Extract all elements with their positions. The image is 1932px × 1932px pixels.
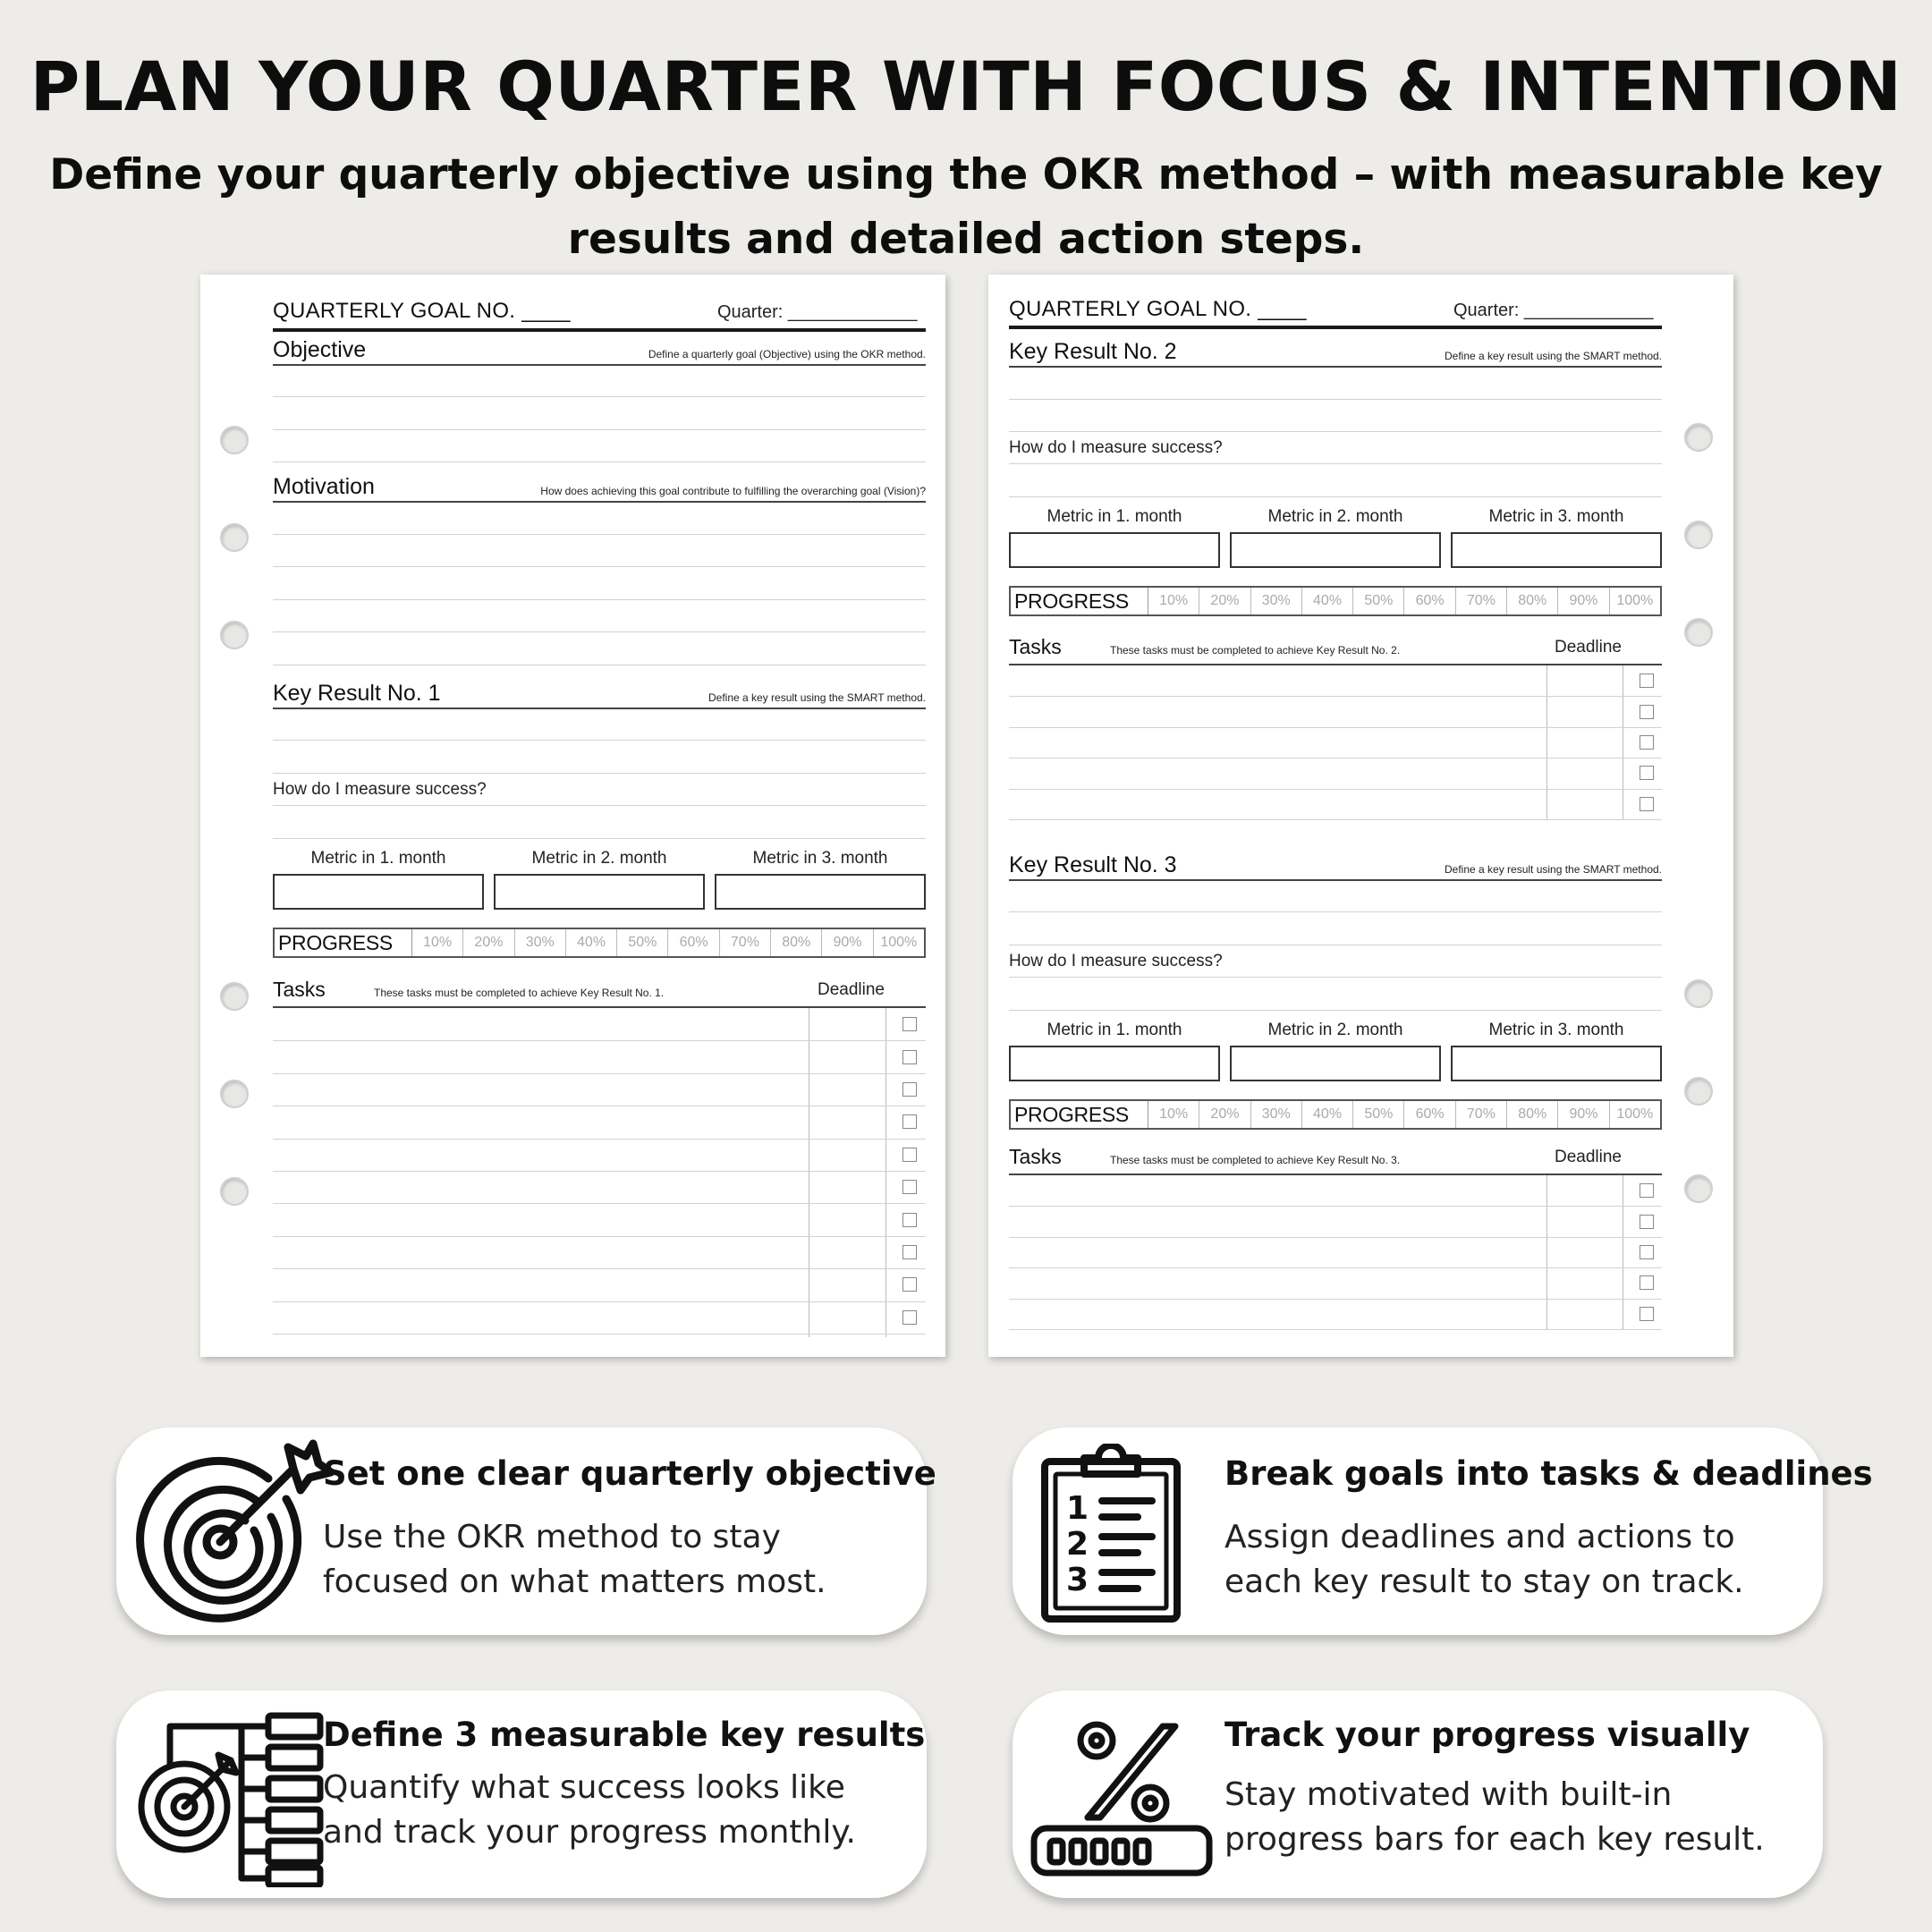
subheadline: Define your quarterly objective using the OKR method – with measurable key results and detailed action steps.	[49, 150, 1883, 264]
task-row-line	[273, 1139, 926, 1140]
writing-line	[273, 838, 926, 839]
progress-step: 70%	[1456, 1101, 1507, 1128]
section-rule	[273, 501, 926, 503]
punch-hole	[220, 621, 249, 649]
deadline-label: Deadline	[1555, 638, 1622, 657]
progress-step: 100%	[880, 935, 918, 950]
progress-step: 20%	[1199, 1101, 1250, 1128]
progress-step: 30%	[515, 929, 566, 956]
task-row-line	[1009, 1267, 1662, 1268]
punch-hole	[220, 523, 249, 552]
task-checkbox[interactable]	[902, 1082, 917, 1097]
task-checkbox[interactable]	[1640, 705, 1654, 719]
column-divider	[1546, 1175, 1547, 1330]
task-row-line	[1009, 819, 1662, 820]
writing-line	[273, 396, 926, 397]
key-result-2-label: Key Result No. 2	[1009, 339, 1177, 364]
header-rule	[1009, 326, 1662, 329]
progress-bar	[273, 928, 926, 958]
writing-line	[1009, 496, 1662, 497]
metric-month-3-box	[715, 874, 926, 910]
progress-step: 30%	[1251, 588, 1302, 614]
metric-month-2-box	[494, 874, 705, 910]
progress-step: 60%	[1404, 1101, 1455, 1128]
task-row-line	[273, 1268, 926, 1269]
writing-line	[1009, 399, 1662, 400]
progress-step: 40%	[1302, 1101, 1353, 1128]
tasks-label: Tasks	[1009, 635, 1062, 658]
metric-month-3-label: Metric in 3. month	[1488, 1021, 1624, 1039]
progress-step: 40%	[566, 929, 617, 956]
progress-step: 80%	[1507, 588, 1558, 614]
metric-month-3-label: Metric in 3. month	[1488, 507, 1624, 526]
tasks-label: Tasks	[1009, 1145, 1062, 1168]
progress-step: 100%	[1616, 1106, 1654, 1122]
task-list	[1009, 665, 1662, 820]
metric-month-3-box	[1451, 1046, 1662, 1081]
punch-hole	[220, 1177, 249, 1206]
progress-step: 10%	[1148, 1101, 1199, 1128]
feature-description: Assign deadlines and actions to each key result to stay on track.	[1224, 1519, 1744, 1600]
progress-step: 20%	[463, 929, 514, 956]
key-result-1-hint: Define a key result using the SMART method.	[708, 691, 926, 704]
progress-step: 100%	[1616, 593, 1654, 608]
progress-bar	[1009, 1099, 1662, 1130]
task-row-line	[1009, 727, 1662, 728]
task-checkbox[interactable]	[1640, 1307, 1654, 1321]
metric-month-1-label: Metric in 1. month	[1046, 507, 1182, 526]
task-checkbox[interactable]	[902, 1017, 917, 1031]
goal-title: QUARTERLY GOAL NO. ____	[1009, 297, 1307, 321]
writing-line	[273, 534, 926, 535]
column-divider	[1546, 665, 1547, 820]
task-checkbox[interactable]	[1640, 1275, 1654, 1290]
writing-line	[1009, 463, 1662, 464]
progress-step: 70%	[1456, 588, 1507, 614]
metric-month-1-box	[1009, 1046, 1220, 1081]
punch-hole	[1684, 423, 1713, 452]
feature-title: Define 3 measurable key results	[323, 1716, 926, 1754]
task-row-line	[273, 1334, 926, 1335]
feature-description: Quantify what success looks like and track your progress monthly.	[323, 1769, 856, 1851]
svg-text:3: 3	[1066, 1562, 1089, 1598]
metric-month-2-box	[1230, 1046, 1441, 1081]
task-row-line	[273, 1040, 926, 1041]
task-row-line	[273, 1073, 926, 1074]
tasks-label: Tasks	[273, 978, 326, 1001]
measure-question: How do I measure success?	[273, 780, 487, 799]
svg-text:1: 1	[1066, 1490, 1089, 1527]
progress-step: 20%	[1199, 588, 1250, 614]
target-arrow-icon	[134, 1436, 340, 1624]
task-row-line	[1009, 1329, 1662, 1330]
section-rule	[1009, 879, 1662, 881]
progress-step: 10%	[1148, 588, 1199, 614]
writing-line	[273, 773, 926, 774]
metric-month-1-label: Metric in 1. month	[1046, 1021, 1182, 1039]
task-row-line	[273, 1203, 926, 1204]
progress-label: PROGRESS	[275, 929, 412, 956]
progress-step: 80%	[771, 929, 822, 956]
measure-question: How do I measure success?	[1009, 952, 1223, 970]
task-checkbox[interactable]	[1640, 1183, 1654, 1198]
punch-hole	[1684, 1077, 1713, 1106]
motivation-label: Motivation	[273, 474, 375, 499]
planner-page-left	[200, 275, 945, 1357]
writing-line	[273, 631, 926, 632]
task-checkbox[interactable]	[1640, 674, 1654, 688]
metric-month-2-box	[1230, 532, 1441, 568]
deadline-label: Deadline	[818, 980, 885, 999]
writing-line	[273, 805, 926, 806]
quarter-label: Quarter: _____________	[717, 302, 918, 322]
feature-title: Track your progress visually	[1224, 1716, 1750, 1754]
metric-month-1-box	[1009, 532, 1220, 568]
motivation-hint: How does achieving this goal contribute to fulfilling the overarching goal (Vision)?	[540, 485, 926, 497]
measure-question: How do I measure success?	[1009, 438, 1223, 457]
objective-label: Objective	[273, 337, 367, 362]
tasks-hint: These tasks must be completed to achieve Key Result No. 2.	[1110, 644, 1401, 657]
task-row-line	[1009, 1237, 1662, 1238]
progress-step: 70%	[720, 929, 771, 956]
progress-step: 60%	[1404, 588, 1455, 614]
progress-step: 60%	[668, 929, 719, 956]
metric-month-2-label: Metric in 2. month	[531, 849, 667, 868]
feature-title: Set one clear quarterly objective	[323, 1454, 936, 1493]
section-rule	[273, 708, 926, 709]
task-row-line	[273, 1236, 926, 1237]
progress-step: 50%	[1353, 588, 1404, 614]
progress-step: 50%	[1353, 1101, 1404, 1128]
target-hierarchy-icon	[134, 1708, 331, 1887]
header-rule	[273, 328, 926, 332]
punch-hole	[1684, 521, 1713, 549]
task-checkbox[interactable]	[902, 1277, 917, 1292]
feature-card-objective	[116, 1428, 936, 1635]
writing-line	[273, 566, 926, 567]
task-row-line	[273, 1171, 926, 1172]
metric-month-3-label: Metric in 3. month	[752, 849, 888, 868]
tasks-hint: These tasks must be completed to achieve Key Result No. 1.	[374, 987, 665, 999]
feature-description: Stay motivated with built-in progress bars for each key result.	[1224, 1776, 1765, 1858]
clipboard-list-icon	[1039, 1444, 1182, 1623]
progress-label: PROGRESS	[1011, 1101, 1148, 1128]
progress-step: 50%	[617, 929, 668, 956]
task-row-line	[1009, 1299, 1662, 1300]
writing-line	[1009, 1010, 1662, 1011]
section-rule	[273, 364, 926, 366]
punch-hole	[220, 982, 249, 1011]
writing-line	[273, 740, 926, 741]
task-checkbox[interactable]	[1640, 1215, 1654, 1229]
punch-hole	[220, 426, 249, 454]
deadline-label: Deadline	[1555, 1148, 1622, 1166]
punch-hole	[1684, 618, 1713, 647]
writing-line	[273, 599, 926, 600]
writing-line	[1009, 431, 1662, 432]
task-list	[1009, 1175, 1662, 1330]
feature-description: Use the OKR method to stay focused on what matters most.	[323, 1519, 826, 1600]
planner-page-right	[988, 275, 1733, 1357]
headline: PLAN YOUR QUARTER WITH FOCUS & INTENTION	[30, 47, 1902, 126]
progress-step: 30%	[1251, 1101, 1302, 1128]
task-row-line	[1009, 789, 1662, 790]
feature-card-key-results	[116, 1690, 927, 1898]
task-checkbox[interactable]	[902, 1310, 917, 1325]
task-checkbox[interactable]	[1640, 735, 1654, 750]
quarter-label: Quarter: _____________	[1453, 301, 1654, 320]
percent-progress-icon	[1030, 1717, 1218, 1878]
progress-step: 90%	[822, 929, 873, 956]
progress-bar	[1009, 586, 1662, 616]
progress-step: 40%	[1302, 588, 1353, 614]
punch-hole	[1684, 979, 1713, 1008]
task-checkbox[interactable]	[1640, 766, 1654, 780]
goal-title: QUARTERLY GOAL NO. ____	[273, 299, 571, 323]
feature-card-progress	[1013, 1690, 1823, 1898]
task-checkbox[interactable]	[1640, 797, 1654, 811]
writing-line	[1009, 977, 1662, 978]
feature-card-tasks	[1013, 1428, 1873, 1635]
progress-step: 10%	[412, 929, 463, 956]
key-result-1-label: Key Result No. 1	[273, 681, 441, 706]
task-checkbox[interactable]	[902, 1180, 917, 1194]
progress-step: 90%	[1558, 1101, 1609, 1128]
task-row-line	[273, 1301, 926, 1302]
punch-hole	[1684, 1174, 1713, 1203]
section-rule	[1009, 366, 1662, 368]
key-result-3-label: Key Result No. 3	[1009, 852, 1177, 877]
svg-text:2: 2	[1066, 1526, 1089, 1563]
task-checkbox[interactable]	[902, 1245, 917, 1259]
progress-step: 80%	[1507, 1101, 1558, 1128]
feature-title: Break goals into tasks & deadlines	[1224, 1454, 1873, 1493]
key-result-3-hint: Define a key result using the SMART method.	[1444, 863, 1662, 876]
task-checkbox[interactable]	[902, 1148, 917, 1162]
task-checkbox[interactable]	[902, 1114, 917, 1129]
progress-label: PROGRESS	[1011, 588, 1148, 614]
key-result-2-hint: Define a key result using the SMART method.	[1444, 350, 1662, 362]
task-row-line	[1009, 1206, 1662, 1207]
tasks-hint: These tasks must be completed to achieve Key Result No. 3.	[1110, 1154, 1401, 1166]
metric-month-1-label: Metric in 1. month	[310, 849, 446, 868]
progress-step: 90%	[1558, 588, 1609, 614]
metric-month-1-box	[273, 874, 484, 910]
writing-line	[273, 429, 926, 430]
punch-hole	[220, 1080, 249, 1108]
task-checkbox[interactable]	[1640, 1245, 1654, 1259]
writing-line	[1009, 911, 1662, 912]
task-row-line	[1009, 696, 1662, 697]
task-checkbox[interactable]	[902, 1050, 917, 1064]
metric-month-2-label: Metric in 2. month	[1267, 507, 1403, 526]
task-checkbox[interactable]	[902, 1213, 917, 1227]
metric-month-2-label: Metric in 2. month	[1267, 1021, 1403, 1039]
task-list	[273, 1008, 926, 1337]
objective-hint: Define a quarterly goal (Objective) using the OKR method.	[648, 348, 926, 360]
metric-month-3-box	[1451, 532, 1662, 568]
